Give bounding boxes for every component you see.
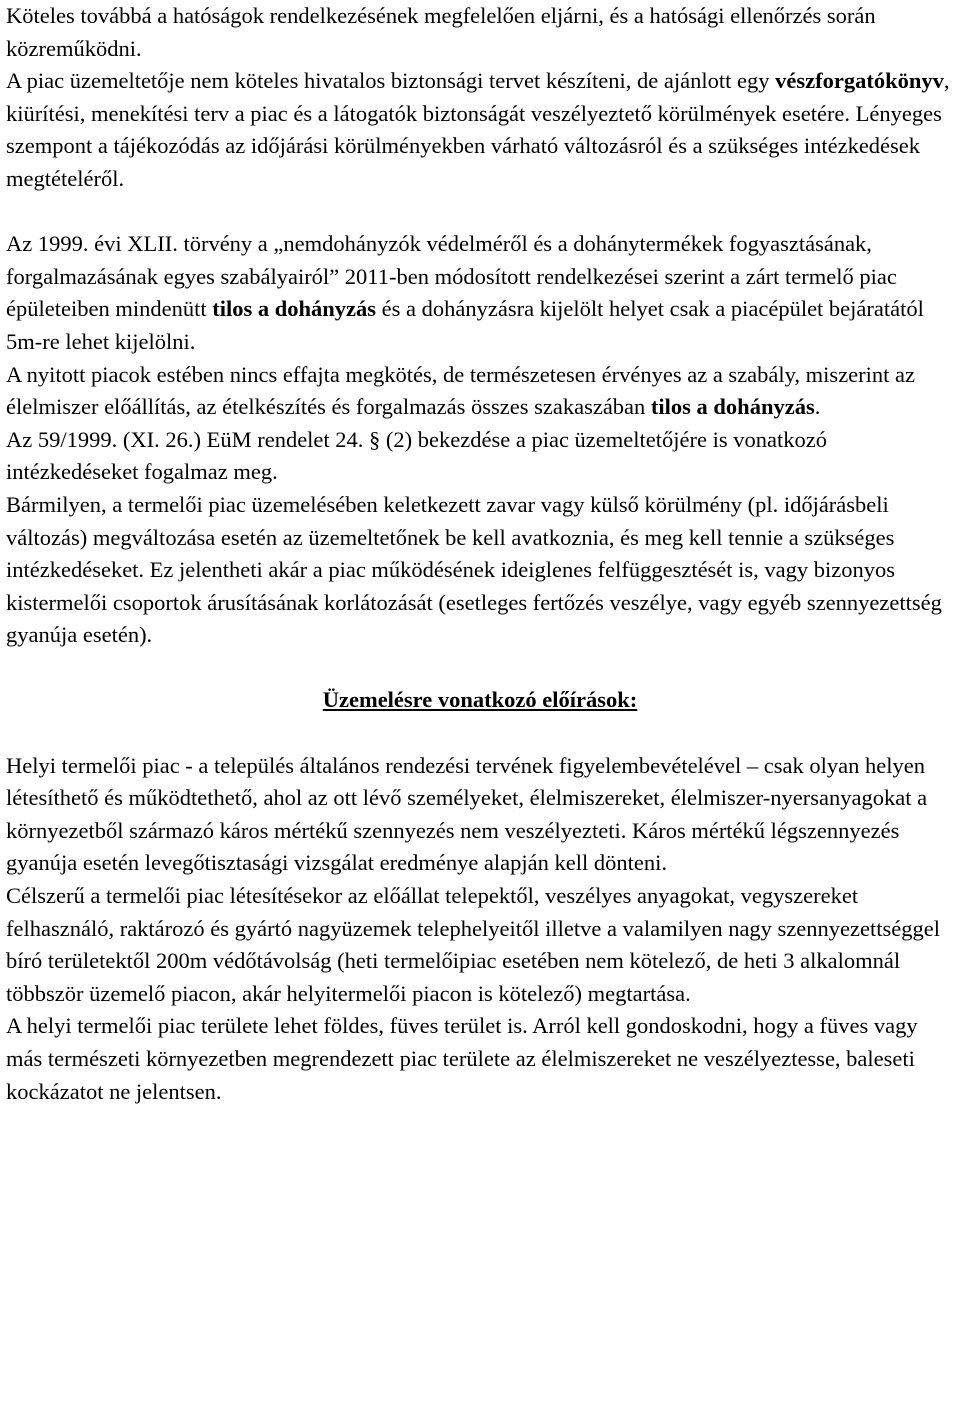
text-segment: A piac üzemeltetője nem köteles hivatalos biztonsági tervet készíteni, de ajánlott egy bbox=[6, 68, 776, 94]
text-segment: , kiürítési, menekítési terv a piac és a látogatók biztonságát veszélyeztető körülmények esetére. Lényeges szempont a tájékozódás az időjárási körülményekben várható változásról és a szükséges intézkedések megtételéről. bbox=[6, 68, 950, 191]
section-heading: Üzemelésre vonatkozó előírások: bbox=[322, 687, 638, 713]
spacer bbox=[6, 196, 954, 229]
paragraph-ground: A helyi termelői piac területe lehet földes, füves terület is. Arról kell gondoskodni, hogy a füves vagy más természeti környezetben megrendezett piac területe az élelmiszereket ne veszélyeztesse, baleseti kockázatot ne jelentsen. bbox=[6, 1013, 918, 1104]
bold-term-no-smoking: tilos a dohányzás bbox=[650, 394, 815, 420]
text-segment: és a dohányzásra kijelölt helyet csak a piacépület bejáratától 5m-re lehet kijelölni. bbox=[6, 296, 924, 354]
paragraph-safety-plan bbox=[6, 65, 954, 195]
paragraph-disruption: Bármilyen, a termelői piac üzemelésében keletkezett zavar vagy külső körülmény (pl. időjárásbeli változás) megváltozása esetén az üzemeltetőnek be kell avatkoznia, és meg kell tennie a szükséges intézkedéseket. Ez jelentheti akár a piac működésének ideiglenes felfüggesztését is, vagy bizonyos kistermelői csoportok árusításának korlátozását (esetleges fertőzés veszélye, vagy egyéb szennyezettség gyanúja esetén). bbox=[6, 491, 942, 648]
text-segment: . bbox=[814, 394, 821, 420]
bold-term-emergency-plan: vészforgatókönyv bbox=[775, 68, 944, 94]
document-page bbox=[6, 0, 954, 1108]
bold-term-no-smoking: tilos a dohányzás bbox=[212, 296, 376, 322]
paragraph-protective-distance: Célszerű a termelői piac létesítésekor az előállat telepektől, veszélyes anyagokat, vegyszereket felhasználó, raktározó és gyártó nagyüzemek telephelyeitől illetve a valamilyen nagy szennyezettséggel bíró területektől 200m védőtávolság (heti termelőipiac esetében nem kötelező, de heti 3 alkalomnál többször üzemelő piacon, akár helyitermelői piacon is kötelező) megtartása. bbox=[6, 883, 940, 1006]
paragraph-location: Helyi termelői piac - a település általános rendezési tervének figyelembevételével – csak olyan helyen létesíthető és működtethető, ahol az ott lévő személyeket, élelmiszereket, élelmiszer-nyersanyagokat a környezetből származó káros mértékű szennyezés nem veszélyezteti. Káros mértékű légszennyezés gyanúja esetén levegőtisztasági vizsgálat eredménye alapján kell dönteni. bbox=[6, 752, 928, 876]
spacer bbox=[6, 652, 954, 685]
paragraph-open-markets bbox=[6, 359, 954, 424]
paragraph-decree: Az 59/1999. (XI. 26.) EüM rendelet 24. § (2) bekezdése a piac üzemeltetőjére is vonatkozó intézkedéseket fogalmaz meg. bbox=[6, 426, 827, 485]
paragraph-cooperation: Köteles továbbá a hatóságok rendelkezésének megfelelően eljárni, és a hatósági ellenőrzés során közreműködni. bbox=[6, 3, 876, 61]
text-segment: A nyitott piacok estében nincs effajta megkötés, de természetesen érvényes az a szabály, miszerint az élelmiszer előállítás, az ételkészítés és forgalmazás összes szakaszában bbox=[6, 361, 916, 420]
spacer bbox=[6, 717, 954, 750]
text-segment: Az 1999. évi XLII. törvény a „nemdohányzók védelméről és a dohánytermékek fogyasztásának, forgalmazásának egyes szabályairól” 2011-ben módosított rendelkezései szerint a zárt termelő piac épületeiben mindenütt bbox=[6, 231, 897, 322]
paragraph-smoking-law bbox=[6, 228, 954, 358]
